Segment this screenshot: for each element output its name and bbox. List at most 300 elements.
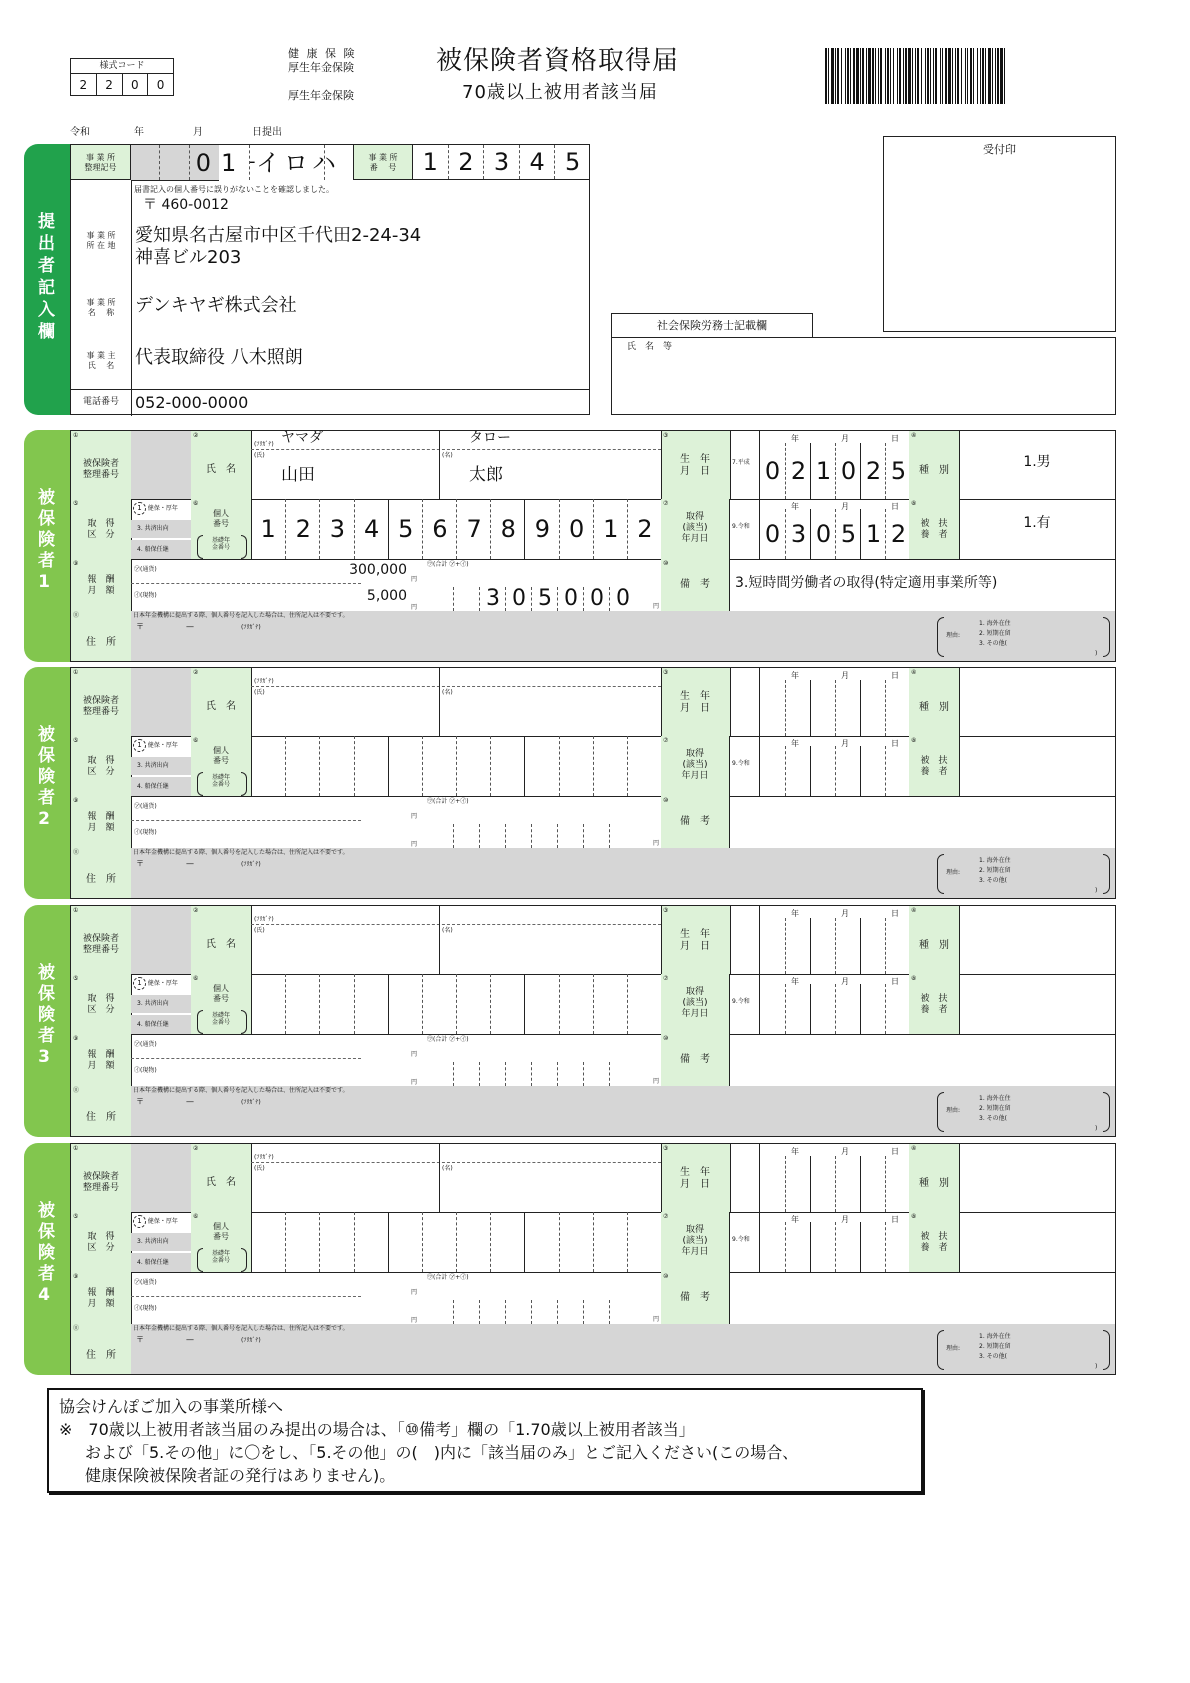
acqdate-digit[interactable]	[810, 746, 836, 796]
acqdate-digits	[759, 974, 911, 1034]
pay-cash-value[interactable]: 300,000	[349, 562, 407, 578]
birth-month-unit: 月	[841, 671, 849, 680]
mynum-digit[interactable]	[422, 736, 457, 796]
sex-value[interactable]: 1.男	[1023, 454, 1051, 470]
acq-era: 9.令和	[732, 523, 750, 530]
acqdate-digit[interactable]	[885, 746, 911, 796]
acq-option-3[interactable]: 3. 共済出向	[131, 520, 191, 538]
confirm-note: 届書記入の個人番号に誤りがないことを確認しました。	[134, 185, 334, 194]
acqdate-digit[interactable]: 2	[885, 509, 911, 559]
pay-total-digit[interactable]	[453, 587, 480, 611]
mynum-digit[interactable]: 7	[456, 499, 491, 559]
mynum-digit[interactable]	[388, 974, 423, 1034]
birth-digit[interactable]	[785, 1156, 811, 1212]
mynum-digit[interactable]: 8	[490, 499, 525, 559]
birth-digit[interactable]	[885, 1156, 911, 1212]
acqdate-digit[interactable]	[860, 984, 886, 1034]
reason-option-3[interactable]: 3. その他(	[979, 1115, 1007, 1122]
note-value[interactable]: 3.短時間労働者の取得(特定適用事業所等)	[735, 575, 998, 591]
pay-total-yen: 円	[653, 840, 660, 847]
acq-options[interactable]	[131, 1212, 192, 1272]
mynum-digit[interactable]	[354, 974, 389, 1034]
acqdate-digit[interactable]	[835, 746, 861, 796]
form-code-label: 様式コード	[71, 59, 173, 74]
pay-total-digit[interactable]: 0	[583, 587, 610, 611]
reason-option-2[interactable]: 2. 短期在留	[979, 1105, 1011, 1112]
acqdate-digit[interactable]	[785, 746, 811, 796]
mei-label: (名)	[442, 927, 453, 934]
barcode-bar	[862, 48, 864, 104]
office-address-1: 愛知県名古屋市中区千代田2-24-34	[135, 225, 422, 246]
acqdate-digit[interactable]: 0	[764, 520, 781, 548]
pay-total-digit[interactable]: 3	[479, 587, 506, 611]
birth-digit[interactable]	[835, 918, 861, 974]
num-10: ⑩	[663, 560, 669, 567]
acqdate-digit[interactable]	[860, 1222, 886, 1272]
reason-option-2[interactable]: 2. 短期在留	[979, 867, 1011, 874]
acqdate-digit[interactable]	[835, 1222, 861, 1272]
notice-line-2: および「5.その他」に〇をし、「5.その他」の( )内に「該当届のみ」とご記入ください(この場合、	[85, 1443, 799, 1462]
mynum-digit[interactable]: 2	[627, 499, 662, 559]
mynum-digit[interactable]: 0	[559, 499, 594, 559]
furigana-label: (ﾌﾘｶﾞﾅ)	[254, 916, 274, 923]
pay-total-digits	[427, 1046, 651, 1086]
pay-total-digit[interactable]	[583, 1300, 610, 1324]
pay-total-digit[interactable]	[531, 824, 558, 848]
birth-digits	[759, 1144, 911, 1212]
address-cell[interactable]	[131, 848, 1115, 898]
barcode-bar	[1000, 48, 1003, 104]
mynum-digit[interactable]	[559, 974, 594, 1034]
pay-total-digit[interactable]	[427, 1300, 453, 1324]
furigana-sei[interactable]: ヤマダ	[281, 430, 323, 446]
birth-month-unit: 月	[841, 1147, 849, 1156]
birth-digit[interactable]	[785, 918, 811, 974]
pay-total-digit[interactable]	[479, 1300, 506, 1324]
acq-option-3[interactable]: 3. 共済出向	[131, 757, 191, 775]
pay-total-label: ㋒(合計 ㋐+㋑)	[427, 798, 469, 805]
barcode-bar	[965, 48, 966, 104]
acq-options[interactable]	[131, 736, 192, 796]
reason-close: )	[1095, 887, 1098, 894]
birth-era[interactable]: 7.平成	[732, 459, 750, 466]
mynum-digit[interactable]	[456, 736, 491, 796]
acqdate-digit[interactable]: 3	[785, 509, 811, 559]
pay-total-digit[interactable]	[427, 587, 453, 611]
receipt-stamp-box	[883, 136, 1116, 332]
barcode-bar	[982, 48, 984, 104]
birth-digit[interactable]: 0	[835, 443, 861, 499]
birth-digit[interactable]	[760, 918, 785, 974]
mynum-digit[interactable]	[251, 736, 285, 796]
pay-total-digit[interactable]	[427, 1062, 453, 1086]
pay-total-digit[interactable]: 0	[505, 587, 532, 611]
reason-option-1[interactable]: 1. 海外在住	[979, 1333, 1011, 1340]
num-5: ⑤	[73, 500, 79, 507]
address-cell[interactable]	[131, 611, 1115, 661]
pay-total-digit[interactable]	[453, 1062, 480, 1086]
mynum-digit[interactable]	[627, 736, 662, 796]
mynum-digit[interactable]	[593, 736, 628, 796]
pay-total-digit[interactable]	[583, 824, 610, 848]
num-8: ⑧	[911, 975, 917, 982]
acqdate-digit[interactable]	[785, 984, 811, 1034]
mynum-digit[interactable]	[388, 1212, 423, 1272]
pay-total-digit[interactable]: 0	[609, 587, 636, 611]
furigana-divider	[251, 449, 661, 450]
acq-label: 取 得 区 分	[87, 756, 115, 777]
person-frame	[70, 905, 1116, 1137]
acq-month-unit: 月	[841, 977, 849, 986]
phone-label: 電話番号	[82, 397, 119, 407]
addr-furigana: (ﾌﾘｶﾞﾅ)	[241, 861, 261, 868]
num-5: ⑤	[73, 737, 79, 744]
person-band-label: 被保険者4	[34, 1201, 54, 1309]
pay-total-digit[interactable]	[609, 1300, 636, 1324]
acq-label: 取 得 区 分	[87, 519, 115, 540]
reason-label: 理由:	[946, 632, 961, 639]
acq-option-3[interactable]: 3. 共済出向	[131, 1233, 191, 1251]
pay-kind-label: ㋑(現物)	[134, 1305, 157, 1312]
acqdate-digit[interactable]	[760, 746, 785, 796]
acqdate-label: 取得 (該当) 年月日	[681, 987, 709, 1019]
reason-option-1[interactable]: 1. 海外在住	[979, 1095, 1011, 1102]
acqdate-digit[interactable]	[785, 1222, 811, 1272]
owner-label: 事 業 主 氏 名	[86, 351, 116, 370]
acq-option-3[interactable]: 3. 共済出向	[131, 995, 191, 1013]
acqdate-digit[interactable]: 0	[810, 509, 836, 559]
office-no-digit: 2	[448, 145, 484, 179]
mynum-digit[interactable]	[319, 1212, 354, 1272]
kiso-bracket-right	[241, 772, 247, 796]
office-no-digit: 4	[519, 145, 555, 179]
birth-digit[interactable]	[810, 680, 836, 736]
acq-options[interactable]	[131, 974, 192, 1034]
birth-digit[interactable]: 2	[785, 443, 811, 499]
mynum-digit[interactable]	[524, 1212, 559, 1272]
birth-digit[interactable]	[860, 680, 886, 736]
acqdate-digits	[759, 1212, 911, 1272]
mei-label: (名)	[442, 689, 453, 696]
form-code-digit: 2	[79, 78, 88, 92]
acq-option-1-circle: 1	[133, 977, 146, 990]
mynum-digit[interactable]	[490, 1212, 525, 1272]
birth-digit[interactable]	[785, 680, 811, 736]
pay-divider	[131, 583, 361, 584]
furigana-mei[interactable]: タロー	[469, 430, 511, 446]
birth-month-unit: 月	[841, 909, 849, 918]
pay-total-digit[interactable]	[505, 1062, 532, 1086]
acqdate-digit[interactable]	[810, 984, 836, 1034]
num-3: ③	[663, 669, 669, 676]
reason-option-2[interactable]: 2. 短期在留	[979, 1343, 1011, 1350]
birth-digit[interactable]	[835, 680, 861, 736]
insured-no-input[interactable]	[131, 431, 192, 499]
pay-total-yen: 円	[653, 1316, 660, 1323]
reason-option-2[interactable]: 2. 短期在留	[979, 630, 1011, 637]
address-cell[interactable]	[131, 1086, 1115, 1136]
mynum-digit[interactable]	[319, 974, 354, 1034]
birth-day-unit: 日	[891, 1147, 899, 1156]
mynum-digits	[251, 974, 662, 1034]
birth-digit[interactable]: 2	[860, 443, 886, 499]
reason-option-1[interactable]: 1. 海外在住	[979, 857, 1011, 864]
pay-total-digit[interactable]: 0	[557, 587, 584, 611]
barcode-bar	[825, 48, 827, 104]
pay-kind-value[interactable]: 5,000	[366, 588, 407, 604]
birth-digit[interactable]	[885, 680, 911, 736]
acqdate-digit[interactable]: 5	[835, 509, 861, 559]
insured-no-input[interactable]	[131, 668, 192, 736]
barcode-bar	[921, 48, 922, 104]
num-8: ⑧	[911, 737, 917, 744]
acq-option-4[interactable]: 4. 船保任継	[131, 777, 191, 796]
mynum-digit[interactable]	[422, 974, 457, 1034]
birth-digit[interactable]	[760, 680, 785, 736]
pay-total-digit[interactable]	[583, 1062, 610, 1086]
date-month: 月	[193, 127, 203, 138]
num-10: ⑩	[663, 1273, 669, 1280]
addr-postal-mark: 〒	[136, 859, 144, 868]
birth-digit[interactable]	[810, 918, 836, 974]
pay-total-digit[interactable]	[453, 824, 480, 848]
barcode-bar	[973, 48, 974, 104]
acqdate-digit[interactable]: 1	[860, 509, 886, 559]
person-band-label: 被保険者2	[34, 725, 54, 833]
insured-no-input[interactable]	[131, 1144, 192, 1212]
barcode-bar	[835, 48, 836, 104]
num-1: ①	[73, 907, 79, 914]
furigana-divider	[251, 686, 661, 687]
num-6: ⑥	[193, 1213, 199, 1220]
office-no-digits	[413, 145, 590, 180]
person-band-label: 被保険者3	[34, 963, 54, 1071]
addr-postal-dash: —	[186, 622, 194, 631]
name-label: 氏 名	[206, 464, 236, 475]
num-10: ⑩	[663, 797, 669, 804]
pay-total-digit[interactable]	[505, 824, 532, 848]
acq-option-1-label: 健保・厚年	[147, 505, 178, 512]
reason-option-3[interactable]: 3. その他(	[979, 1353, 1007, 1360]
birth-digit[interactable]	[860, 918, 886, 974]
mynum-digit[interactable]: 9	[524, 499, 559, 559]
mynum-digit[interactable]	[354, 736, 389, 796]
form-title: 被保険者資格取得届	[436, 46, 680, 76]
num-6: ⑥	[193, 500, 199, 507]
mynum-digit[interactable]	[490, 736, 525, 796]
birth-digit[interactable]	[835, 1156, 861, 1212]
mynum-digit[interactable]	[593, 1212, 628, 1272]
birth-digit[interactable]: 1	[810, 443, 836, 499]
birth-day-unit: 日	[891, 434, 899, 443]
address-cell[interactable]	[131, 1324, 1115, 1374]
mynum-digit[interactable]	[524, 974, 559, 1034]
name-cell	[251, 1144, 661, 1212]
receipt-stamp-label: 受付印	[983, 143, 1016, 156]
phone-number: 052-000-0000	[135, 393, 249, 412]
furigana-label: (ﾌﾘｶﾞﾅ)	[254, 1154, 274, 1161]
addr-postal-mark: 〒	[136, 1335, 144, 1344]
barcode-bar	[961, 48, 962, 104]
reason-option-1[interactable]: 1. 海外在住	[979, 620, 1011, 627]
mynum-digit[interactable]	[559, 1212, 594, 1272]
barcode-bar	[967, 48, 968, 104]
num-9: ⑨	[73, 1035, 79, 1042]
acq-option-1[interactable]	[133, 977, 178, 990]
pay-total-digit[interactable]	[479, 1062, 506, 1086]
pay-cash-yen: 円	[411, 576, 418, 583]
acqdate-digit[interactable]	[835, 984, 861, 1034]
birth-digit[interactable]	[810, 1156, 836, 1212]
pay-cell	[131, 1034, 662, 1086]
acqdate-digit[interactable]	[885, 1222, 911, 1272]
mynum-digit[interactable]	[456, 1212, 491, 1272]
mynum-digit[interactable]	[490, 974, 525, 1034]
acq-option-1[interactable]	[133, 502, 178, 515]
kiso-label: 基礎年 金番号	[211, 774, 230, 788]
birth-digit[interactable]	[885, 918, 911, 974]
insured-person-block	[24, 905, 1124, 1137]
sei-mei-divider	[439, 906, 440, 974]
pay-kind-label: ㋑(現物)	[134, 829, 157, 836]
mynum-digit[interactable]	[285, 736, 320, 796]
num-7: ⑦	[663, 737, 669, 744]
acqdate-digit[interactable]	[860, 746, 886, 796]
mynum-digit[interactable]	[285, 974, 320, 1034]
form-code-digit: 2	[96, 74, 122, 96]
pay-total-digit[interactable]	[609, 824, 636, 848]
pay-total-digit[interactable]	[505, 1300, 532, 1324]
mynum-digit[interactable]	[388, 736, 423, 796]
insured-person-block	[24, 667, 1124, 899]
barcode-bar	[866, 48, 867, 104]
birth-digit[interactable]: 0	[764, 457, 781, 485]
acq-options[interactable]	[131, 499, 192, 559]
pay-total-digit[interactable]	[427, 824, 453, 848]
mynum-digit[interactable]	[354, 1212, 389, 1272]
mynum-digit[interactable]	[319, 736, 354, 796]
barcode-bar	[915, 48, 916, 104]
pay-total-digit[interactable]	[531, 1300, 558, 1324]
acq-label: 取 得 区 分	[87, 1232, 115, 1253]
barcode-bar	[935, 48, 937, 104]
mynum-digit[interactable]: 3	[319, 499, 354, 559]
mynum-digit[interactable]: 1	[260, 515, 276, 543]
acq-option-4[interactable]: 4. 船保任継	[131, 1015, 191, 1034]
insured-no-input[interactable]	[131, 906, 192, 974]
acqdate-digit[interactable]	[760, 984, 785, 1034]
mynum-digit[interactable]: 1	[593, 499, 628, 559]
pay-total-digit[interactable]	[557, 1062, 584, 1086]
birth-digit[interactable]: 5	[885, 443, 911, 499]
mei-label: (名)	[442, 452, 453, 459]
submitter-band	[24, 144, 70, 415]
barcode-bar	[927, 48, 929, 104]
mynum-digit[interactable]	[627, 974, 662, 1034]
acq-year-unit: 年	[791, 739, 799, 748]
pay-total-digit[interactable]	[557, 824, 584, 848]
barcode-bar	[847, 48, 849, 104]
note-label: 備 考	[680, 1054, 710, 1065]
addr-postal-dash: —	[186, 1097, 194, 1106]
mynum-digit[interactable]: 5	[388, 499, 423, 559]
mynum-digit[interactable]	[285, 1212, 320, 1272]
sex-label: 種 別	[919, 940, 949, 951]
office-no-digit: 5	[554, 145, 590, 179]
mynum-digit[interactable]	[593, 974, 628, 1034]
mynum-digit[interactable]: 4	[354, 499, 389, 559]
mynum-digit[interactable]	[251, 1212, 285, 1272]
num-11: ⑪	[73, 1087, 80, 1094]
acqdate-digit[interactable]	[760, 1222, 785, 1272]
mynum-digit[interactable]	[422, 1212, 457, 1272]
birth-label: 生 年 月 日	[680, 929, 710, 952]
acq-option-1[interactable]	[133, 739, 178, 752]
pay-total-digit[interactable]	[531, 1062, 558, 1086]
office-no-digit: 3	[483, 145, 519, 179]
name-sei[interactable]: 山田	[281, 465, 315, 485]
acq-option-1-label: 健保・厚年	[147, 742, 178, 749]
acq-option-4[interactable]: 4. 船保任継	[131, 540, 191, 559]
pay-cash-label: ㋐(通貨)	[134, 803, 157, 810]
form-code-digit: 0	[147, 74, 173, 96]
name-mei[interactable]: 太郎	[469, 465, 503, 485]
pay-total-digit[interactable]	[557, 1300, 584, 1324]
mynum-digit[interactable]	[627, 1212, 662, 1272]
dependent-value[interactable]: 1.有	[1023, 515, 1051, 531]
acq-option-1[interactable]	[133, 1215, 178, 1228]
pay-total-digit[interactable]	[609, 1062, 636, 1086]
mynum-digit[interactable]: 6	[422, 499, 457, 559]
sei-label: (氏)	[254, 689, 265, 696]
barcode-bar	[868, 48, 871, 104]
acq-month-unit: 月	[841, 1215, 849, 1224]
acqdate-digit[interactable]	[885, 984, 911, 1034]
kiso-label: 基礎年 金番号	[211, 1012, 230, 1026]
num-7: ⑦	[663, 1213, 669, 1220]
acqdate-digit[interactable]	[810, 1222, 836, 1272]
birth-digit[interactable]	[860, 1156, 886, 1212]
addr-postal-mark: 〒	[136, 622, 144, 631]
pay-total-yen: 円	[653, 603, 660, 610]
insurance-type-health: 健 康 保 険	[288, 47, 357, 60]
num-9: ⑨	[73, 1273, 79, 1280]
insured-no-label: 被保険者 整理番号	[82, 459, 119, 480]
pay-total-digit[interactable]	[453, 1300, 480, 1324]
barcode-bar	[917, 48, 919, 104]
birth-digit[interactable]	[760, 1156, 785, 1212]
mynum-digit[interactable]	[456, 974, 491, 1034]
acqdate-label: 取得 (該当) 年月日	[681, 512, 709, 544]
kiso-bracket-left	[197, 1010, 203, 1034]
office-name: デンキヤギ株式会社	[135, 295, 297, 316]
pay-cash-label: ㋐(通貨)	[134, 1279, 157, 1286]
acq-era: 9.令和	[732, 760, 750, 767]
mynum-digit[interactable]	[559, 736, 594, 796]
acq-option-4[interactable]: 4. 船保任継	[131, 1253, 191, 1272]
pay-total-digit[interactable]: 5	[531, 587, 558, 611]
reason-option-3[interactable]: 3. その他(	[979, 877, 1007, 884]
pay-cell	[131, 1272, 662, 1324]
pay-divider	[131, 1296, 361, 1297]
mynum-digit[interactable]	[251, 974, 285, 1034]
mynum-digit[interactable]: 2	[285, 499, 320, 559]
pay-total-digit[interactable]	[479, 824, 506, 848]
reason-option-3[interactable]: 3. その他(	[979, 640, 1007, 647]
barcode-bar	[980, 48, 981, 104]
date-day: 日提出	[252, 127, 282, 138]
mynum-digit[interactable]	[524, 736, 559, 796]
